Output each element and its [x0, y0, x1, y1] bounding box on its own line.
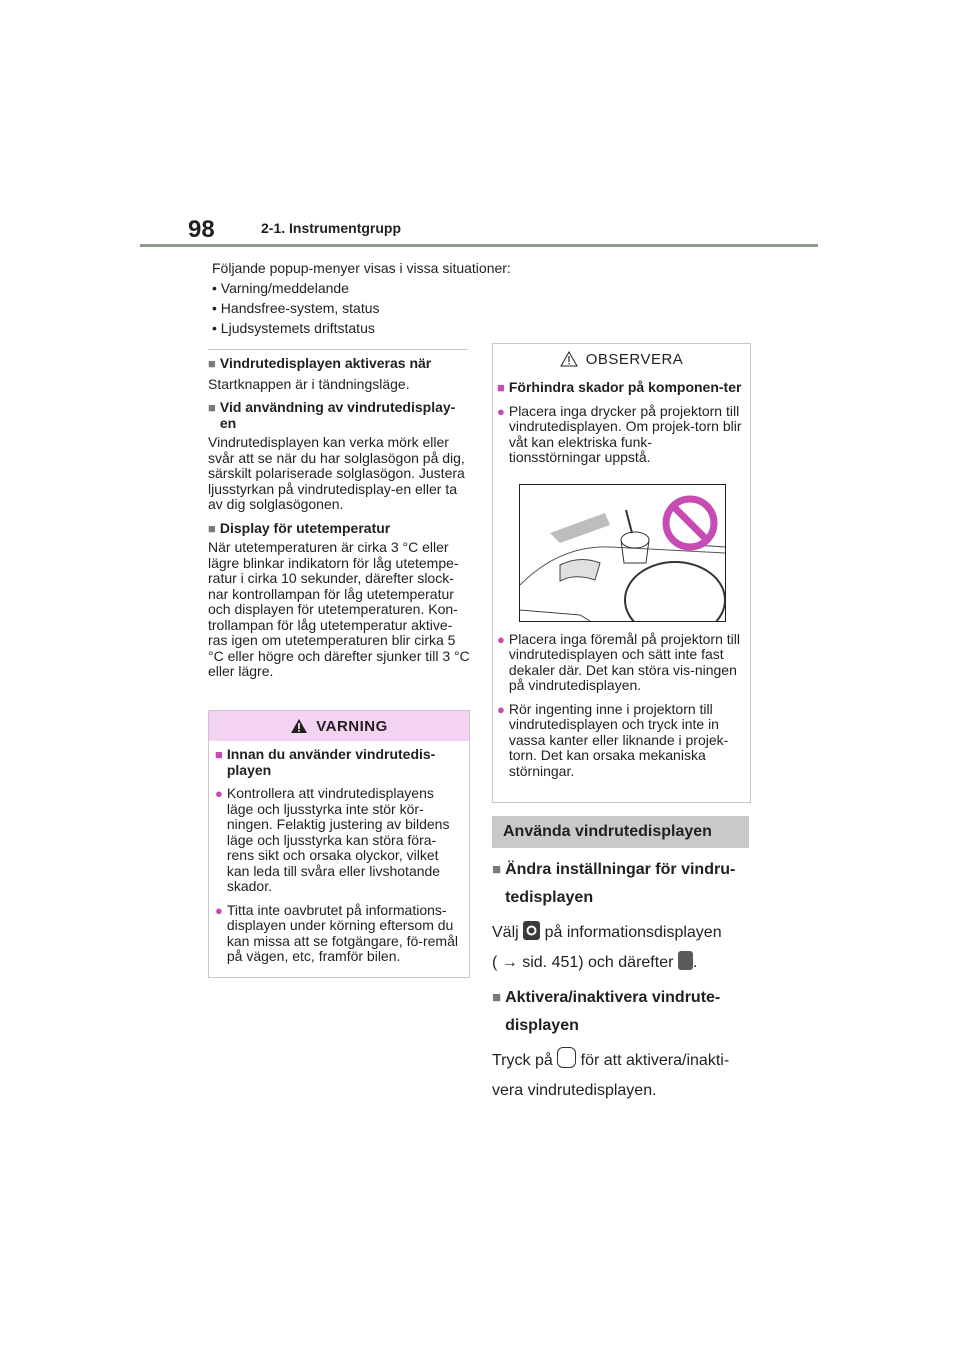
circle-bullet-icon: ● [497, 701, 505, 717]
list-item: ● Rör ingenting inne i projektorn till vindrutedisplayen och tryck inte in vassa kanter eller liknande i projek-torn. Det kan orsaka mekaniska störningar. [497, 700, 729, 779]
paragraph: Vindrutedisplayen kan verka mörk eller svår att se när du har solglasögon på dig, särskilt polariserade solglasögon. Justera ljusstyrkan på vindrutedisplay-en eller ta av dig solglasögonen. [208, 434, 465, 512]
square-bullet-icon: ■ [497, 380, 505, 395]
warning-heading: ■ Innan du använder vindrutedis-playen [215, 746, 436, 778]
square-bullet-icon: ■ [208, 356, 216, 371]
paragraph: Startknappen är i tändningsläge. [208, 375, 410, 392]
intro [212, 258, 511, 338]
list-item: • Handsfree-system, status [212, 298, 511, 318]
heading-activation: ■ Vindrutedisplayen aktiveras när [208, 355, 432, 371]
paragraph: Välj på informationsdisplayen [492, 918, 754, 948]
right-column [492, 856, 754, 1106]
warning-box [208, 710, 470, 978]
square-bullet-icon: ■ [215, 747, 223, 762]
circle-bullet-icon: ● [215, 786, 223, 801]
list-item: ● Placera inga drycker på projektorn till vindrutedisplayen. Om projek-torn blir våt kan elektriska funk-tionsstörningar uppstå. [497, 402, 742, 465]
list-item: ● Placera inga föremål på projektorn till vindrutedisplayen och sätt inte fast dekaler där. Det kan störa vis-ningen på vindrutedisplayen. [497, 630, 740, 693]
notice-box [492, 343, 751, 803]
intro-text: Följande popup-menyer visas i vissa situationer: [212, 260, 511, 276]
heading-temperature: ■ Display för utetemperatur [208, 519, 391, 536]
square-bullet-icon: ■ [492, 861, 502, 878]
list-item: ● Titta inte oavbrutet på informations-displayen under körning eftersom du kan missa att se fotgängare, fö-remål på vägen, etc, framför bilen. [215, 901, 458, 964]
paragraph: ( → sid. 451) och därefter . [492, 948, 754, 978]
square-bullet-icon: ■ [492, 989, 502, 1006]
square-bullet-icon: ■ [208, 520, 216, 536]
notice-heading: ■ Förhindra skador på komponen-ter [497, 379, 742, 395]
left-column [208, 356, 470, 680]
square-bullet-icon: ■ [208, 400, 216, 415]
heading-usage: ■ Vid användning av vindrutedisplay-en [208, 399, 456, 431]
warning-header: VARNING [209, 711, 469, 741]
header-rule [140, 244, 818, 247]
section-header: 2-1. Instrumentgrupp [261, 220, 402, 236]
intro-list [212, 278, 511, 338]
settings-gear-icon [523, 921, 540, 940]
list-item: • Varning/meddelande [212, 278, 511, 298]
list-item: • Ljudsystemets driftstatus [212, 318, 511, 338]
heading-settings: ■ Ändra inställningar för vindru-tedisplayen [492, 856, 754, 912]
circle-bullet-icon: ● [497, 631, 505, 647]
notice-header: OBSERVERA [493, 344, 750, 374]
paragraph: Tryck på för att aktivera/inakti-vera vindrutedisplayen. [492, 1046, 754, 1106]
hud-icon [678, 951, 693, 970]
list-item: ● Kontrollera att vindrutedisplayens läge och ljusstyrka inte stör kör-ningen. Felaktig justering av bildens läge och ljusstyrka kan störa föra-rens sikt och orsaka olyckor, vilket kan leda till svåra eller livshotande skador. [215, 785, 450, 894]
ok-button-icon [557, 1047, 576, 1068]
heading-toggle: ■ Aktivera/inaktivera vindrute-displayen [492, 984, 754, 1040]
circle-bullet-icon: ● [215, 902, 223, 918]
caution-triangle-icon [560, 351, 578, 367]
circle-bullet-icon: ● [497, 403, 505, 419]
section-title: Använda vindrutedisplayen [492, 816, 749, 848]
warning-triangle-icon [290, 718, 308, 734]
paragraph: När utetemperaturen är cirka 3 °C eller lägre blinkar indikatorn för låg utetempe-ratur i cirka 10 sekunder, därefter slock-nar kontrollampan för låg utetemperatur och displayen för utetemperaturen. Kon-trollampan för låg utetemperatur aktive-ras igen om utetemperaturen blir cirka 5 °C eller högre och därefter sjunker till 3 °C eller lägre. [208, 539, 470, 679]
divider [208, 349, 468, 350]
dashboard-drink-illustration-icon [520, 485, 725, 621]
page-number: 98 [188, 216, 215, 243]
projector-illustration [519, 484, 726, 622]
